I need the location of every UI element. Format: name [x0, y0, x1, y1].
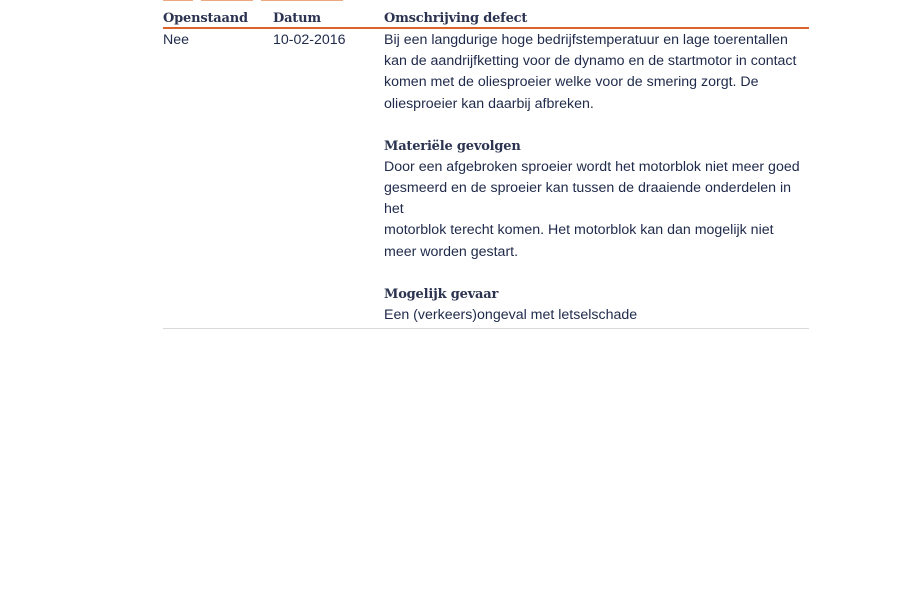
description-line: kan de aandrijfketting voor de dynamo en de startmotor in contact	[384, 53, 797, 70]
header-open: Openstaand	[163, 11, 248, 26]
consequences-text	[384, 157, 809, 263]
consequences-line: Door een afgebroken sproeier wordt het motorblok niet meer goed	[384, 158, 800, 175]
cropped-section-heading	[163, 0, 343, 2]
description-text	[384, 30, 809, 115]
consequences-line: motorblok terecht komen. Het motorblok kan dan mogelijk niet	[384, 222, 774, 239]
cell-date: 10-02-2016	[273, 32, 346, 48]
cell-description	[384, 29, 809, 326]
consequences-line: gesmeerd en de sproeier kan tussen de draaiende onderdelen in het	[384, 180, 791, 218]
table-header	[163, 6, 809, 29]
header-description: Omschrijving defect	[384, 11, 528, 26]
danger-text: Een (verkeers)ongeval met letselschade	[384, 306, 638, 323]
header-date: Datum	[273, 11, 321, 26]
consequences-heading: Materiële gevolgen	[384, 138, 521, 154]
table-row	[163, 29, 809, 329]
danger-heading: Mogelijk gevaar	[384, 286, 499, 302]
defects-table	[163, 6, 809, 329]
description-line: komen met de oliesproeier welke voor de smering zorgt. De	[384, 74, 759, 91]
description-line: oliesproeier kan daarbij afbreken.	[384, 95, 594, 112]
description-line: Bij een langdurige hoge bedrijfstemperatuur en lage toerentallen	[384, 32, 788, 48]
consequences-line: meer worden gestart.	[384, 243, 519, 260]
cell-open: Nee	[163, 32, 190, 48]
